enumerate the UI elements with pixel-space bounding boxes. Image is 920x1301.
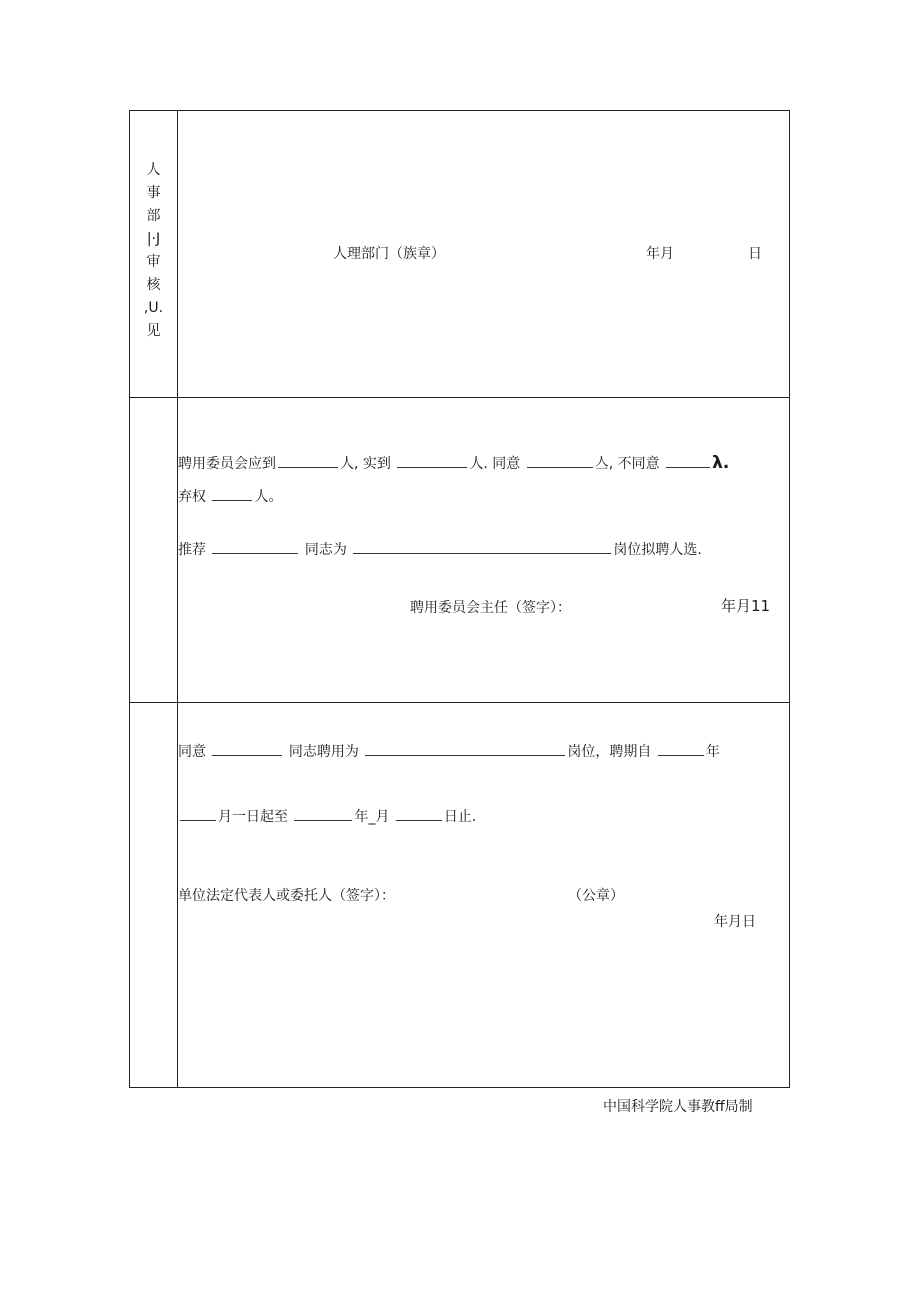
text: 同志聘用为: [288, 744, 359, 760]
side-char: 见: [146, 323, 161, 339]
side-char: 部: [146, 208, 161, 224]
blank-field[interactable]: [527, 455, 593, 468]
blank-field[interactable]: [396, 808, 442, 821]
side-char: 审: [146, 254, 161, 270]
official-seal-label: （公章）: [568, 888, 624, 904]
blank-field[interactable]: [353, 541, 611, 554]
blank-field[interactable]: [658, 743, 704, 756]
blank-field[interactable]: [212, 743, 282, 756]
side-char: 人: [146, 162, 161, 178]
appointment-date: 年月日: [714, 914, 756, 930]
blank-field[interactable]: [212, 488, 252, 501]
text: 年: [705, 744, 720, 760]
blank-field[interactable]: [180, 808, 216, 821]
text: 同意: [178, 744, 206, 760]
abstain-line: [178, 488, 282, 506]
text: 日止.: [443, 809, 477, 825]
column-divider: [177, 111, 178, 1087]
appointment-line-1: [178, 743, 720, 761]
blank-field[interactable]: [212, 541, 298, 554]
recommend-line: [178, 541, 702, 559]
committee-vote-line: [178, 454, 729, 473]
row-divider-1: [130, 397, 789, 398]
side-char: 事: [146, 185, 161, 201]
hr-date-year-month: 年月: [646, 246, 674, 262]
committee-date: 年月11: [721, 597, 771, 615]
representative-signature-label: 单位法定代表人或委托人（签字）：: [178, 888, 395, 904]
dept-seal-label: 人理部门（族章）: [333, 246, 445, 262]
text: 弃权: [178, 489, 206, 505]
text: 月一日起至: [218, 809, 288, 825]
text: 年_月: [354, 809, 390, 825]
text: 聘用委员会应到: [178, 456, 276, 472]
text: 人. 同意: [469, 456, 521, 472]
blank-field[interactable]: [365, 743, 565, 756]
text: λ.: [712, 453, 730, 473]
side-char: ,U.: [143, 300, 164, 316]
blank-field[interactable]: [278, 455, 338, 468]
text: 岗位，聘期自: [567, 744, 652, 760]
side-char: 核: [146, 277, 161, 293]
text: 人。: [254, 489, 283, 505]
blank-field[interactable]: [666, 455, 710, 468]
blank-field[interactable]: [294, 808, 352, 821]
hr-date-day: 日: [748, 246, 762, 262]
issuer-footer: 中国科学院人事教ff局制: [603, 1099, 753, 1115]
approval-form-table: [129, 110, 790, 1088]
appointment-line-2: [178, 808, 476, 826]
hr-review-side-label: [130, 159, 177, 343]
blank-field[interactable]: [397, 455, 467, 468]
text: 推荐: [178, 542, 206, 558]
text: 亼, 不同意: [594, 456, 660, 472]
text: 人, 实到: [340, 456, 391, 472]
chair-signature-label: 聘用委员会主任（签字）：: [410, 600, 571, 616]
text: 同志为: [304, 542, 347, 558]
side-char: |·J: [146, 231, 161, 247]
text: 岗位拟聘人选.: [613, 542, 702, 558]
row-divider-2: [130, 702, 789, 703]
